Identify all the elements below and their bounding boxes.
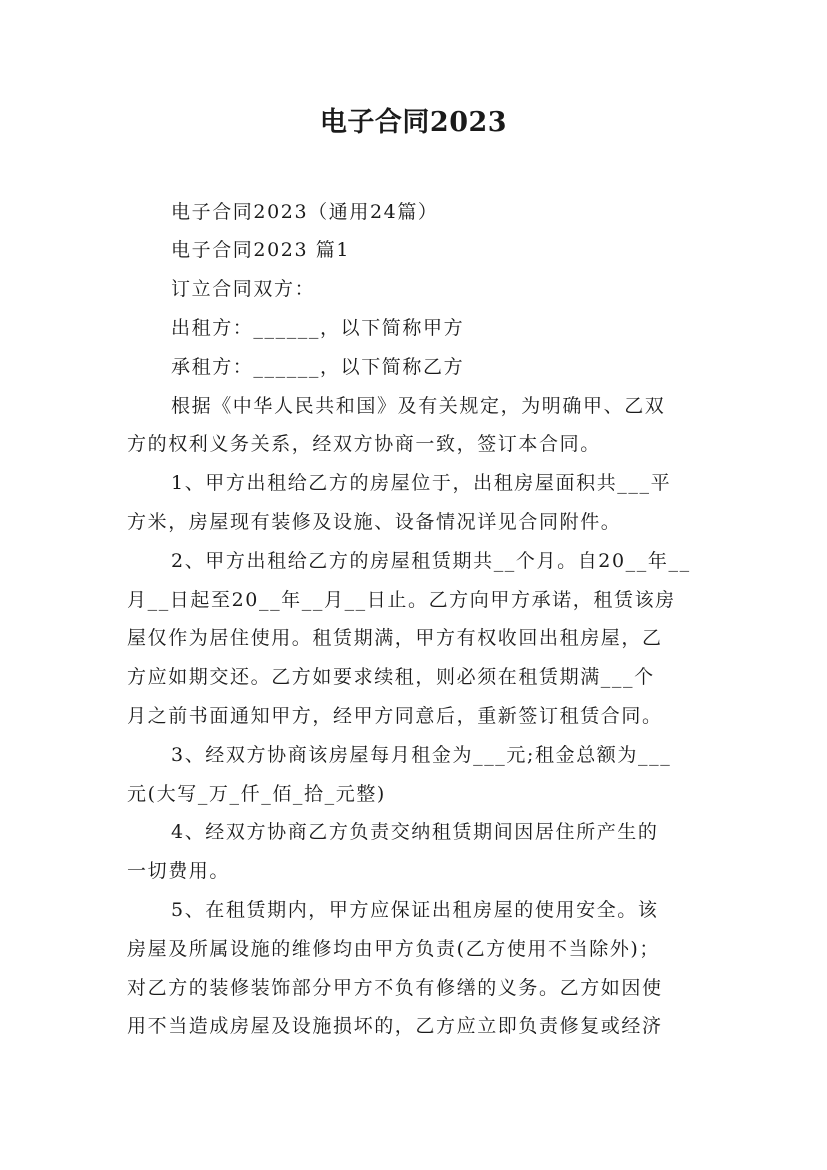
clause-2-line: 方应如期交还。乙方如要求续租，则必须在租赁期满___个	[127, 666, 655, 688]
clause-3-line: 元(大写_万_仟_佰_拾_元整)	[127, 783, 386, 805]
clause-4-line: 一切费用。	[127, 860, 231, 882]
clause-4-line: 4、经双方协商乙方负责交纳租赁期间因居住所产生的	[171, 821, 659, 843]
clause-2-line: 2、甲方出租给乙方的房屋租赁期共__个月。自20__年__	[171, 550, 691, 572]
clause-2-line: 屋仅作为居住使用。租赁期满，甲方有权收回出租房屋，乙	[127, 627, 663, 649]
parties-heading: 订立合同双方：	[171, 278, 316, 300]
preamble-line: 根据《中华人民共和国》及有关规定，为明确甲、乙双	[171, 395, 666, 417]
clause-1-line: 1、甲方出租给乙方的房屋位于，出租房屋面积共___平	[171, 472, 672, 494]
clause-2-line: 月__日起至20__年__月__日止。乙方向甲方承诺，租赁该房	[127, 589, 676, 611]
preamble-line: 方的权利义务关系，经双方协商一致，签订本合同。	[127, 433, 601, 455]
clause-3-line: 3、经双方协商该房屋每月租金为___元;租金总额为___	[171, 744, 672, 766]
clause-1-line: 方米，房屋现有装修及设施、设备情况详见合同附件。	[127, 511, 622, 533]
clause-5-line: 用不当造成房屋及设施损坏的，乙方应立即负责修复或经济	[127, 1015, 663, 1037]
section-heading: 电子合同2023 篇1	[171, 239, 351, 261]
document-title: 电子合同2023	[319, 107, 508, 138]
clause-5-line: 对乙方的装修装饰部分甲方不负有修缮的义务。乙方如因使	[127, 977, 663, 999]
clause-2-line: 月之前书面通知甲方，经甲方同意后，重新签订租赁合同。	[127, 705, 663, 727]
clause-5-line: 房屋及所属设施的维修均由甲方负责(乙方使用不当除外)；	[127, 938, 661, 960]
lessor-line: 出租方：______，以下简称甲方	[171, 317, 465, 339]
lessee-line: 承租方：______，以下简称乙方	[171, 356, 465, 378]
doc-subtitle: 电子合同2023（通用24篇）	[171, 201, 439, 223]
clause-5-line: 5、在租赁期内，甲方应保证出租房屋的使用安全。该	[171, 899, 659, 921]
